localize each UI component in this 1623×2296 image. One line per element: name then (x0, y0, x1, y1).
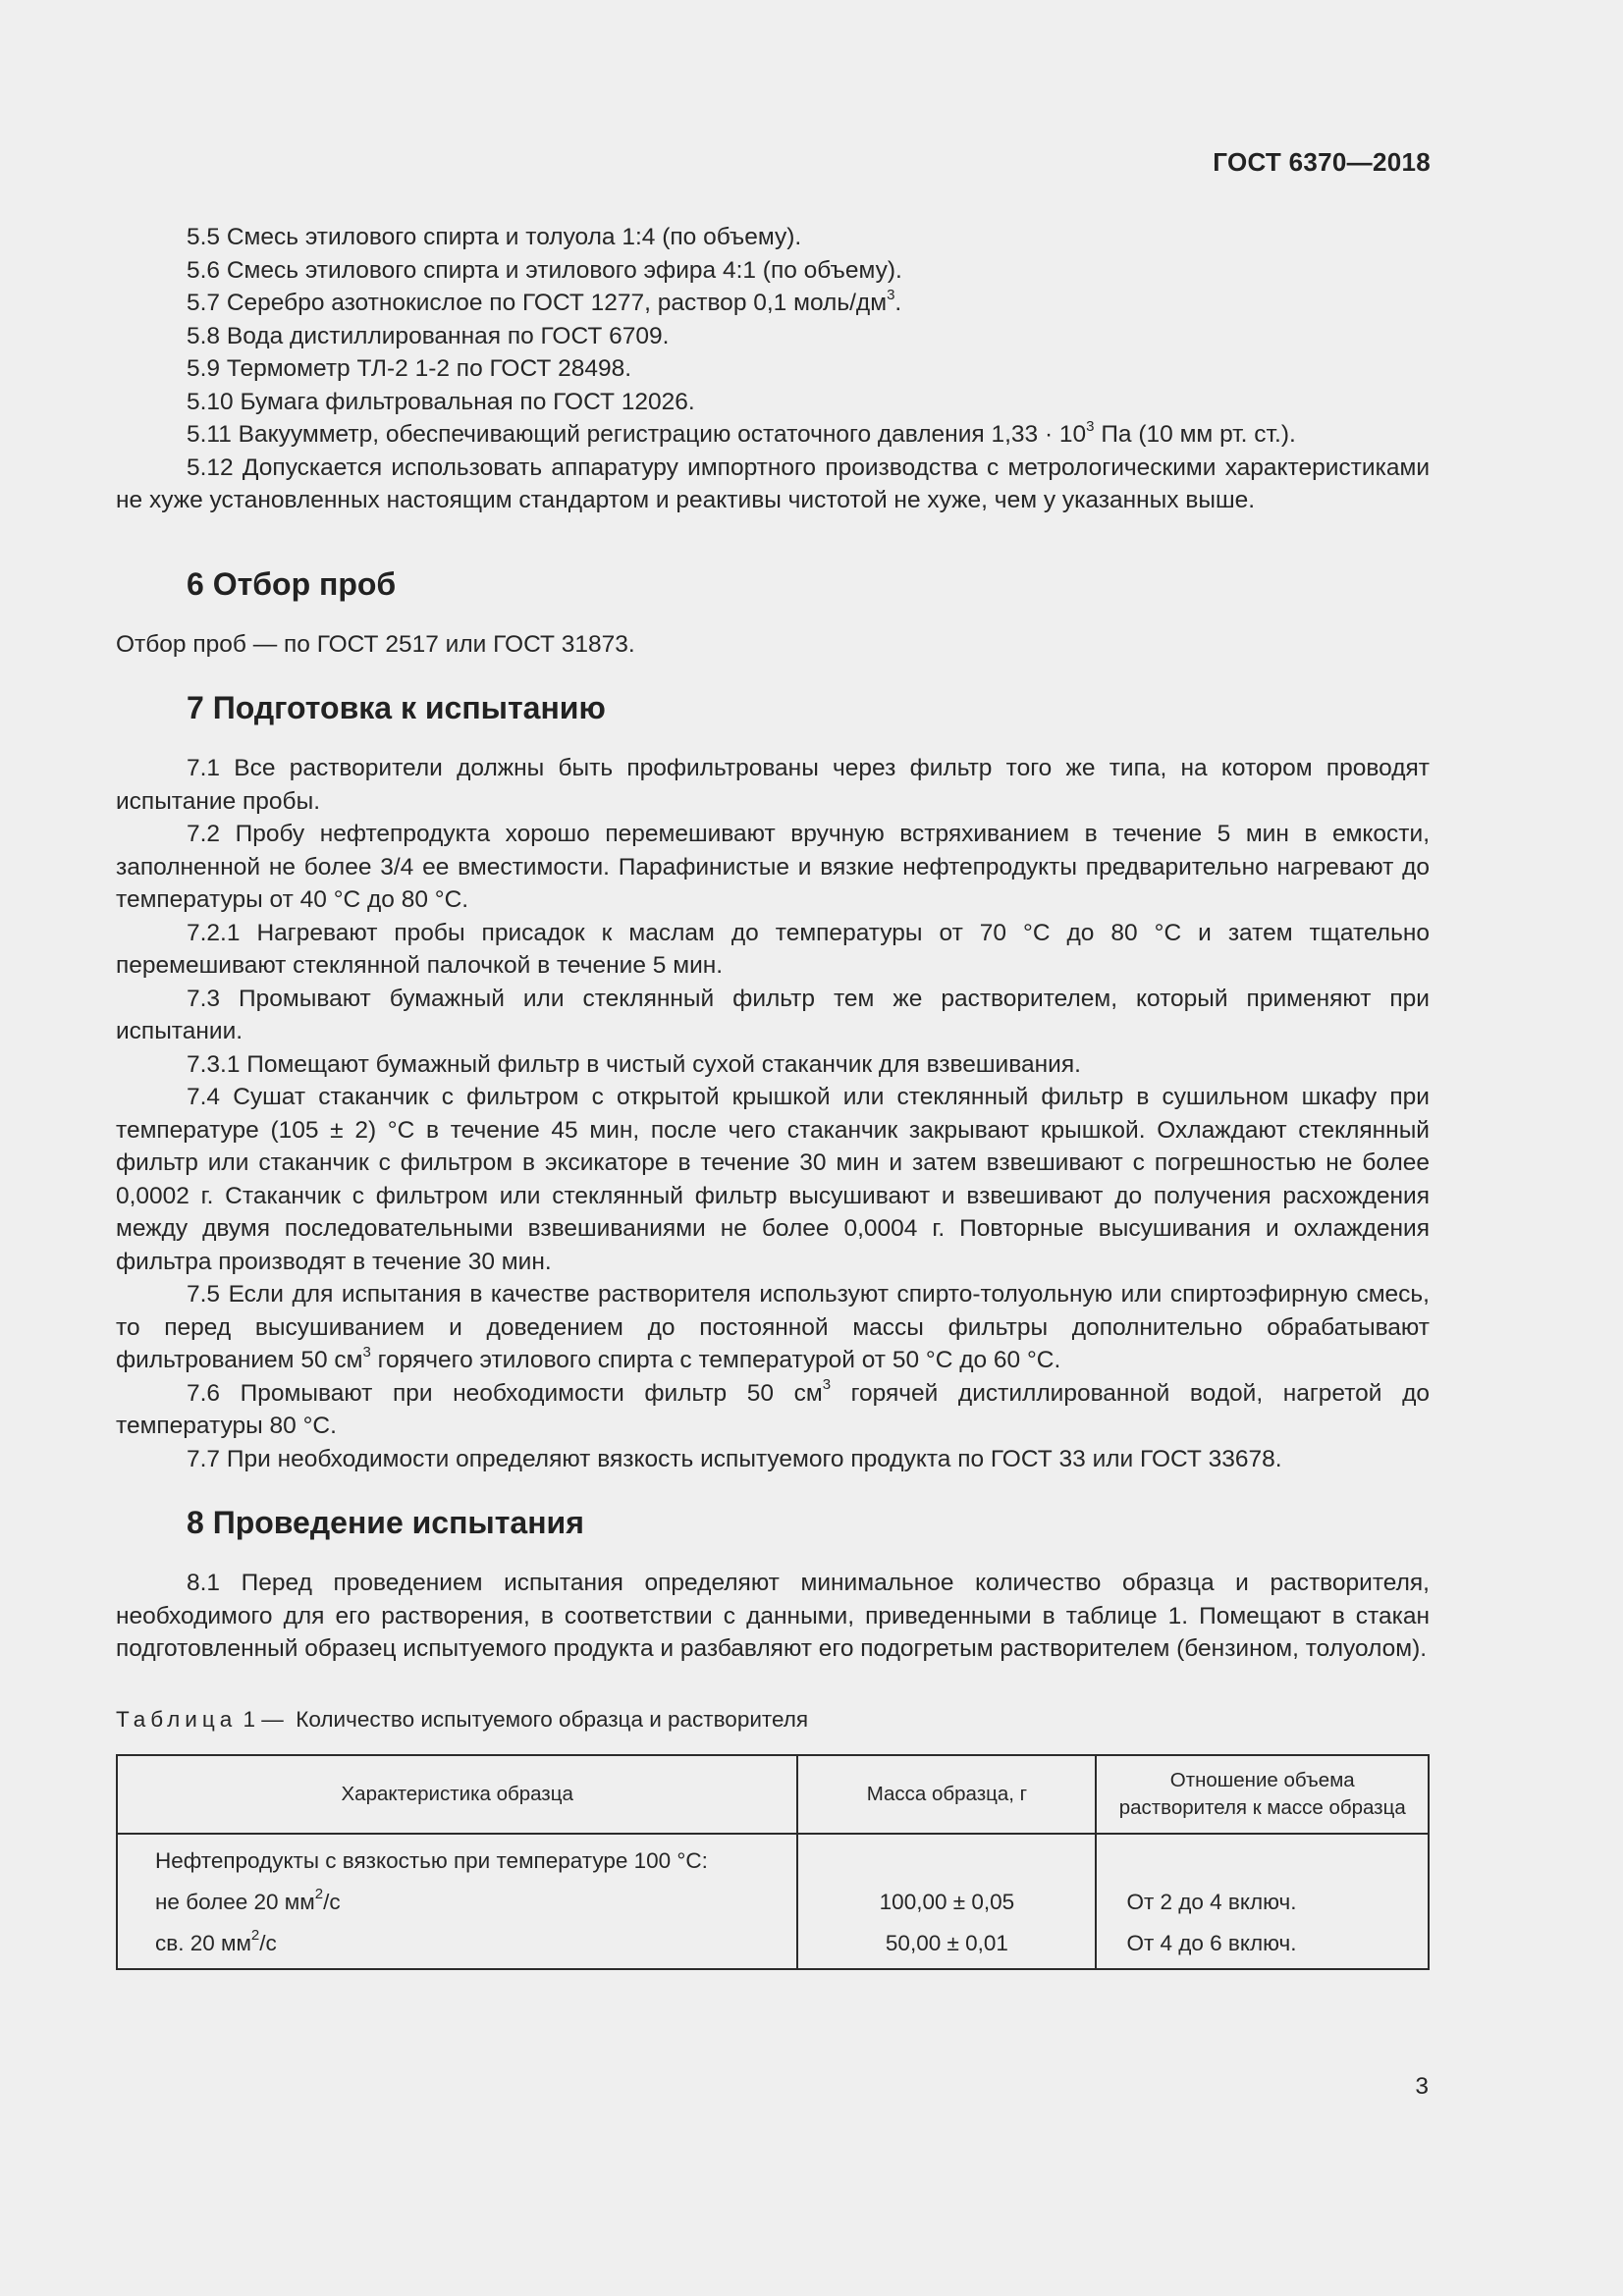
table-caption-text: Количество испытуемого образца и растворителя (296, 1706, 809, 1732)
list-item: 5.6 Смесь этилового спирта и этилового эфира 4:1 (по объему). (187, 256, 902, 284)
group-label: Нефтепродукты с вязкостью при температуре 100 °С: (155, 1847, 708, 1873)
table-caption-number: 1 — (243, 1706, 284, 1732)
list-item: 5.10 Бумага фильтровальная по ГОСТ 12026. (187, 388, 695, 415)
row-ratio: От 4 до 6 включ. (1126, 1930, 1297, 1955)
data-table (116, 1754, 1430, 1970)
paragraph-6: Отбор проб — по ГОСТ 2517 или ГОСТ 31873. (116, 630, 635, 658)
table-caption (116, 1707, 1430, 1733)
paragraph-7-1: 7.1 Все растворители должны быть профильтрованы через фильтр того же типа, на котором проводят испытание пробы. (116, 755, 1430, 815)
column-header: Характеристика образца (117, 1755, 797, 1834)
list-item: 5.5 Смесь этилового спирта и толуола 1:4 (по объему). (187, 224, 802, 250)
column-header: Отношение объема растворителя к массе образца (1096, 1755, 1429, 1834)
section-title-6: 6 Отбор проб (187, 565, 397, 602)
table-caption-label: Таблица (116, 1706, 238, 1732)
table-cell (1096, 1834, 1429, 1969)
section-title-7: 7 Подготовка к испытанию (187, 690, 606, 725)
table-cell (117, 1834, 797, 1969)
table-cell (797, 1834, 1096, 1969)
materials-list (116, 221, 1430, 452)
paragraph-7-7: 7.7 При необходимости определяют вязкость испытуемого продукта по ГОСТ 33 или ГОСТ 33678. (187, 1445, 1282, 1472)
document-code: ГОСТ 6370—2018 (1213, 147, 1431, 177)
row-characteristic: не более 20 $мм^2/с$ (155, 1886, 341, 1914)
list-item: 5.9 Термометр ТЛ-2 1-2 по ГОСТ 28498. (187, 355, 632, 382)
page-content (116, 221, 1430, 1970)
paragraph-5-12: 5.12 Допускается использовать аппаратуру импортного производства с метрологическими характеристиками не хуже установленных настоящим стандартом и реактивы чистотой не хуже, чем у указанных выше. (116, 454, 1430, 513)
paragraph-8-1: 8.1 Перед проведением испытания определяют минимальное количество образца и растворителя, необходимого для его растворения, в соответствии с данными, приведенными в таблице 1. Помещают в стакан подготовленный образец испытуемого продукта и разбавляют его подогретым растворителем (бензином, толуолом). (116, 1570, 1430, 1662)
section-title-8: 8 Проведение испытания (187, 1505, 584, 1540)
paragraph-7-3: 7.3 Промывают бумажный или стеклянный фильтр тем же растворителем, который применяют при испытании. (116, 985, 1430, 1044)
paragraph-7-6: 7.6 Промывают при необходимости фильтр 50 $см^3$ горячей дистиллированной водой, нагретой до температуры 80 °С. (116, 1376, 1430, 1439)
paragraph-7-4: 7.4 Сушат стаканчик с фильтром с открытой крышкой или стеклянный фильтр в сушильном шкафу при температуре (105 ± 2) °С в течение 45 мин, после чего стаканчик закрывают крышкой. Охлаждают стеклянный фильтр или стаканчик с фильтром в эксикаторе в течение 30 мин и затем взвешивают с погрешностью не более 0,0002 г. Стаканчик с фильтром или стеклянный фильтр высушивают и взвешивают до получения расхождения между двумя последовательными взвешиваниями не более 0,0004 г. Повторные высушивания и охлаждения фильтра производят в течение 30 мин. (116, 1084, 1430, 1275)
paragraph-7-3-1: 7.3.1 Помещают бумажный фильтр в чистый сухой стаканчик для взвешивания. (187, 1050, 1081, 1078)
list-item: 5.11 Вакуумметр, обеспечивающий регистрацию остаточного давления $1,33 \cdot 10^3$ Па (10 мм рт. ст.). (187, 417, 1296, 448)
page-number: 3 (1415, 2073, 1429, 2100)
row-mass: 100,00 ± 0,05 (879, 1889, 1015, 1914)
row-characteristic: св. 20 $мм^2/с$ (155, 1927, 277, 1955)
row-mass: 50,00 ± 0,01 (885, 1930, 1008, 1955)
paragraph-7-2: 7.2 Пробу нефтепродукта хорошо перемешивают вручную встряхиванием в течение 5 мин в емкости, заполненной не более 3/4 ее вместимости. Парафинистые и вязкие нефтепродукты предварительно нагревают до температуры от 40 °С до 80 °С. (116, 821, 1430, 913)
paragraph-7-5: 7.5 Если для испытания в качестве растворителя используют спирто-толуольную или спиртоэфирную смесь, то перед высушиванием и доведением до постоянной массы фильтры дополнительно обрабатывают фильтрованием 50 $см^3$ горячего этилового спирта с температурой от 50 °С до 60 °С. (116, 1281, 1430, 1373)
list-item: 5.8 Вода дистиллированная по ГОСТ 6709. (187, 322, 670, 349)
table-row (117, 1834, 1429, 1969)
column-header: Масса образца, г (797, 1755, 1096, 1834)
row-ratio: От 2 до 4 включ. (1126, 1889, 1297, 1914)
paragraph-7-2-1: 7.2.1 Нагревают пробы присадок к маслам до температуры от 70 °С до 80 °С и затем тщательно перемешивают стеклянной палочкой в течение 5 мин. (116, 919, 1430, 979)
list-item: 5.7 Серебро азотнокислое по ГОСТ 1277, раствор 0,1 моль/$дм^3$. (187, 286, 902, 316)
table-header-row (117, 1755, 1429, 1834)
